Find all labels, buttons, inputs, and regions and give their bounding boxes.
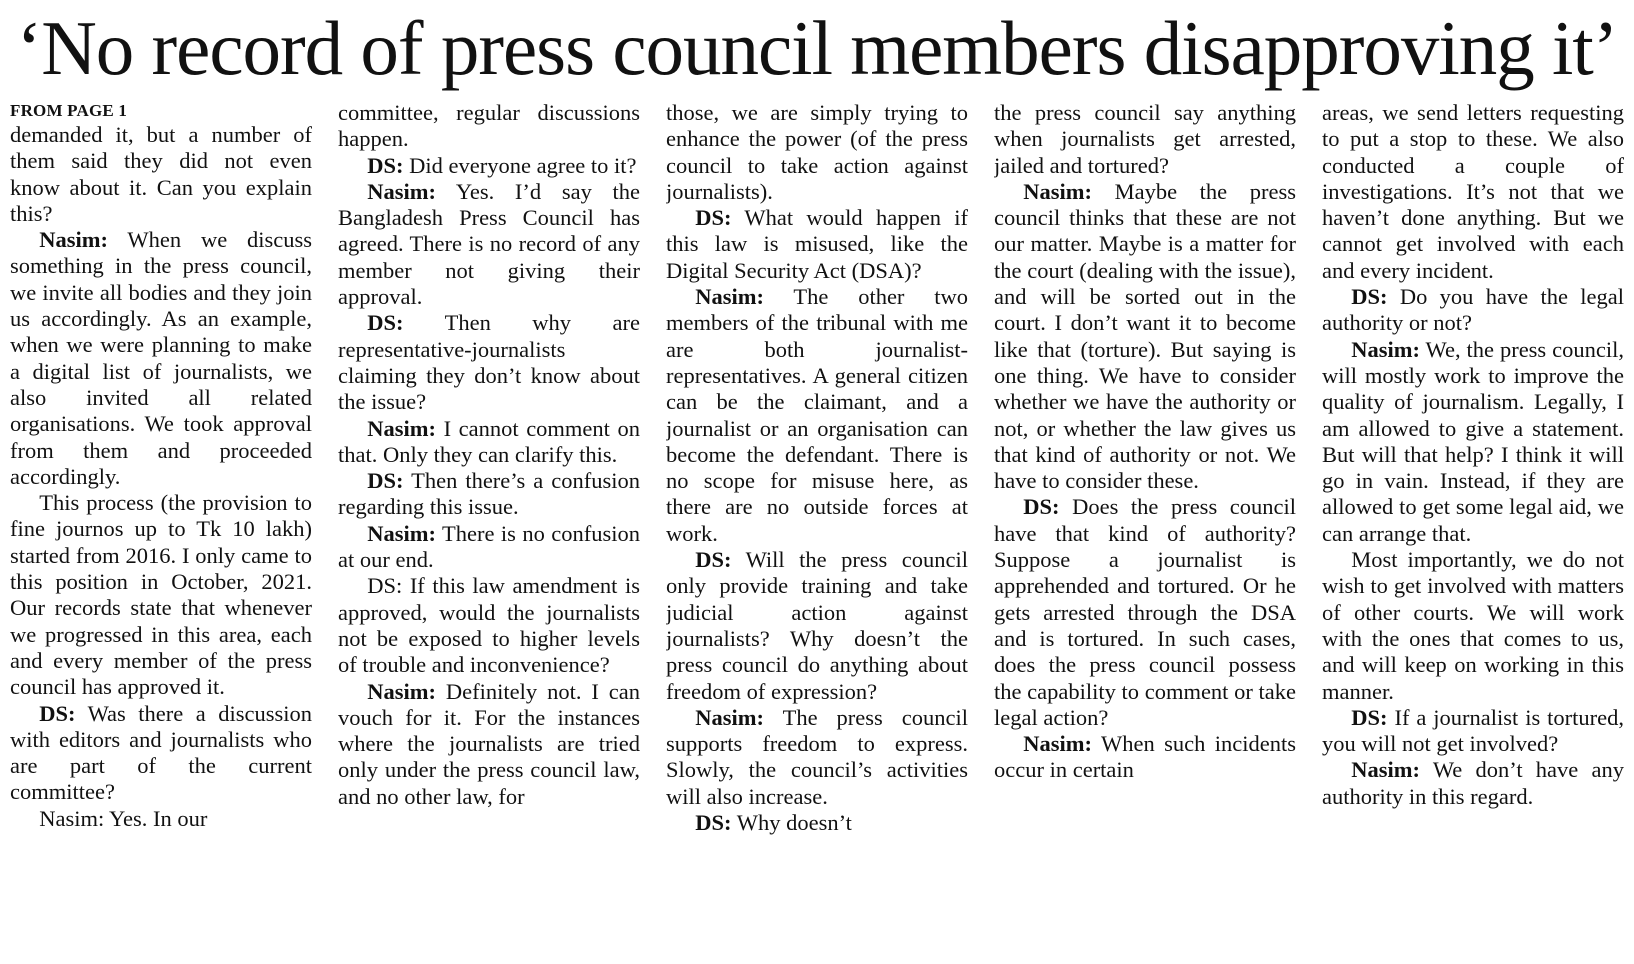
paragraph: [10, 227, 312, 490]
paragraph: [994, 100, 1296, 179]
paragraph: [338, 521, 640, 574]
speaker-label: DS:: [367, 468, 404, 494]
paragraph-text: Maybe the press council thinks that these are not our matter. Maybe is a matter for the court (dealing with the issue), and will be sorted out in the court. I don’t want it to become like that (torture). But saying is one thing. We have to consider whether we have the authority or not, or whether the law gives us that kind of authority or not. We have to consider these.: [994, 178, 1296, 494]
speaker-label: Nasim:: [367, 520, 436, 546]
speaker-label: Nasim:: [695, 704, 764, 730]
paragraph: [666, 705, 968, 810]
paragraph: [1322, 547, 1624, 705]
paragraph: [338, 468, 640, 521]
paragraph: [666, 810, 968, 836]
article-body: [10, 100, 1624, 960]
paragraph: [338, 573, 640, 678]
paragraph-text: If a journalist is tortured, you will not get involved?: [1322, 704, 1624, 757]
paragraph-text: the press council say anything when journalists get arrested, jailed and tortured?: [994, 100, 1296, 178]
paragraph: [1322, 337, 1624, 547]
speaker-label: DS:: [1023, 494, 1060, 520]
paragraph-text: I cannot comment on that. Only they can clarify this.: [338, 415, 640, 467]
speaker-label: Nasim:: [1023, 178, 1092, 204]
paragraph-text: committee, regular discussions happen.: [338, 100, 640, 152]
paragraph-text: Did everyone agree to it?: [403, 152, 637, 178]
paragraph: [666, 284, 968, 547]
speaker-label: DS:: [1351, 284, 1388, 310]
paragraph-text: There is no confusion at our end.: [338, 520, 640, 573]
paragraph: [1322, 705, 1624, 758]
article-column-4: [994, 100, 1296, 960]
paragraph: [10, 806, 312, 832]
paragraph: [666, 547, 968, 705]
paragraph: [994, 494, 1296, 731]
speaker-label: DS:: [367, 152, 404, 178]
paragraph: [994, 179, 1296, 495]
paragraph-text: Then there’s a confusion regarding this issue.: [338, 468, 640, 520]
article-column-5: [1322, 100, 1624, 960]
paragraph-text: Definitely not. I can vouch for it. For the instances where the journalists are tried only under the press council law, and no other law, for: [338, 678, 640, 809]
paragraph-text: Yes. I’d say the Bangladesh Press Council has agreed. There is no record of any member not giving their approval.: [338, 178, 640, 310]
speaker-label: Nasim:: [1023, 731, 1092, 757]
paragraph: [338, 153, 640, 179]
article-column-3: [666, 100, 968, 960]
speaker-label: DS:: [695, 205, 732, 231]
speaker-label: DS:: [39, 700, 76, 726]
paragraph-text: Then why are representative-journalists claiming they don’t know about the issue?: [338, 310, 640, 415]
paragraph: [338, 100, 640, 153]
speaker-label: DS:: [695, 810, 732, 836]
paragraph-text: Does the press council have that kind of authority? Suppose a journalist is apprehended and tortured. Or he gets arrested through the DSA and is tortured. In such cases, does the press council possess the capability to comment or take legal action?: [994, 494, 1296, 730]
paragraph: [994, 731, 1296, 784]
speaker-label: DS:: [1351, 704, 1388, 730]
from-page-kicker: FROM PAGE 1: [10, 101, 128, 120]
paragraph-text: Was there a discussion with editors and journalists who are part of the current committee?: [10, 700, 312, 805]
paragraph: [1322, 100, 1624, 284]
paragraph-text: The press council supports freedom to express. Slowly, the council’s activities will also increase.: [666, 704, 968, 809]
speaker-label: Nasim:: [367, 678, 436, 704]
paragraph: [666, 205, 968, 284]
paragraph-text: Will the press council only provide training and take judicial action against journalists? Why doesn’t the press council do anything about freedom of expression?: [666, 547, 968, 704]
speaker-label: Nasim:: [39, 227, 108, 253]
article-headline: ‘No record of press council members disapproving it’: [16, 5, 1618, 91]
paragraph-text: areas, we send letters requesting to put a stop to these. We also conducted a couple of investigations. It’s not that we haven’t done anything. But we cannot get involved with each and every incident.: [1322, 100, 1624, 283]
paragraph: [1322, 284, 1624, 337]
paragraph: [338, 416, 640, 469]
paragraph-text: Nasim: Yes. In our: [39, 805, 208, 831]
paragraph-text: DS: If this law amendment is approved, would the journalists not be exposed to higher levels of trouble and inconvenience?: [338, 573, 640, 678]
speaker-label: Nasim:: [1351, 336, 1420, 362]
paragraph-text: When we discuss something in the press council, we invite all bodies and they join us accordingly. As an example, when we were planning to make a digital list of journalists, we also invited all related organisations. We took approval from them and proceeded accordingly.: [10, 227, 312, 489]
paragraph-text: We, the press council, will mostly work to improve the quality of journalism. Legally, I am allowed to give a statement. But will that help? I think it will go in vain. Instead, if they are allowed to get some legal aid, we can arrange that.: [1322, 336, 1624, 546]
speaker-label: Nasim:: [1351, 757, 1420, 783]
paragraph: [10, 490, 312, 700]
paragraph: [338, 310, 640, 415]
speaker-label: DS:: [695, 547, 732, 573]
paragraph-text: Most importantly, we do not wish to get involved with matters of other courts. We will work with the ones that comes to us, and will keep on working in this manner.: [1322, 547, 1624, 704]
speaker-label: DS:: [367, 310, 404, 336]
speaker-label: Nasim:: [367, 178, 436, 204]
paragraph: [10, 701, 312, 806]
speaker-label: Nasim:: [695, 284, 764, 310]
paragraph-text: those, we are simply trying to enhance the power (of the press council to take action against journalists).: [666, 100, 968, 204]
paragraph-text: When such incidents occur in certain: [994, 731, 1296, 783]
paragraph-text: Why doesn’t: [731, 810, 852, 836]
article-column-1: [10, 100, 312, 960]
paragraph-text: We don’t have any authority in this regard.: [1322, 757, 1624, 809]
paragraph-text: demanded it, but a number of them said they did not even know about it. Can you explain this?: [10, 122, 312, 226]
paragraph: [10, 122, 312, 227]
paragraph-text: This process (the provision to fine journos up to Tk 10 lakh) started from 2016. I only came to this position in October, 2021. Our records state that whenever we progressed in this area, each and every member of the press council has approved it.: [10, 490, 312, 700]
paragraph-text: Do you have the legal authority or not?: [1322, 284, 1624, 336]
paragraph: [338, 679, 640, 810]
paragraph: [338, 179, 640, 310]
paragraph: [666, 100, 968, 205]
paragraph-text: What would happen if this law is misused, like the Digital Security Act (DSA)?: [666, 205, 968, 283]
speaker-label: Nasim:: [367, 415, 436, 441]
paragraph-text: The other two members of the tribunal with me are both journalist-representatives. A general citizen can be the claimant, and a journalist or an organisation can become the defendant. There is no scope for misuse here, as there are no outside forces at work.: [666, 284, 968, 546]
paragraph: [1322, 757, 1624, 810]
article-column-2: [338, 100, 640, 960]
